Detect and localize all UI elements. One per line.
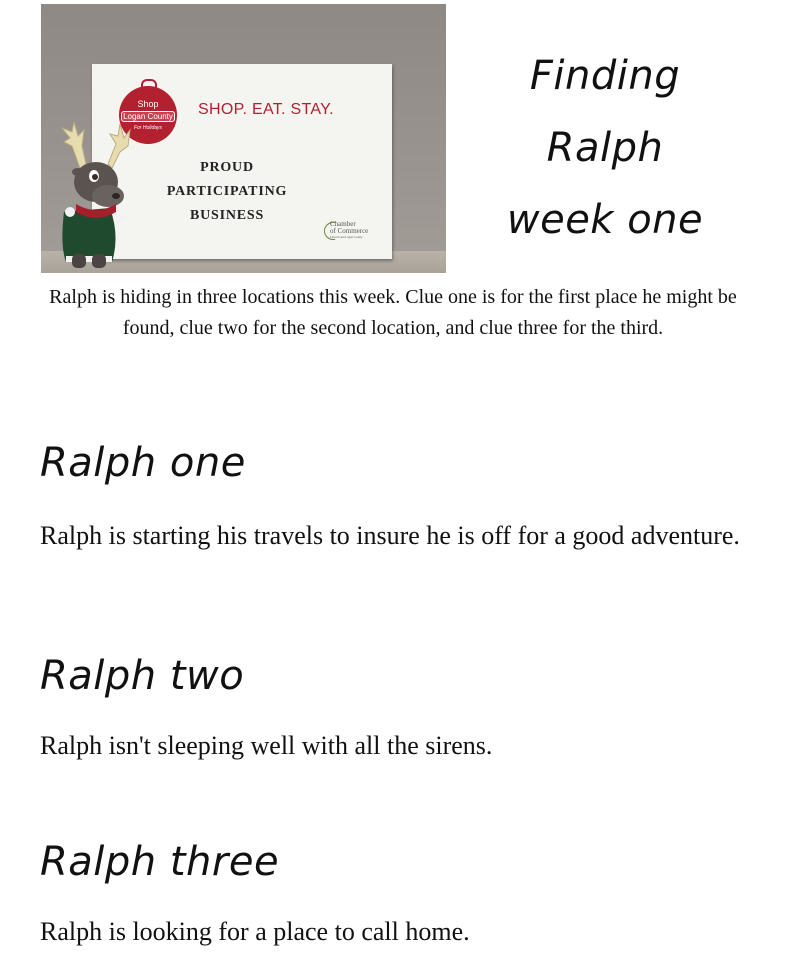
clue-heading-two: Ralph two — [40, 653, 245, 699]
sign-line: BUSINESS — [189, 208, 265, 223]
intro-paragraph: Ralph is hiding in three locations this week. Clue one is for the first place he might be found, clue two for the second location, and clue three for the third. — [49, 286, 737, 339]
chamber-of-commerce-logo — [324, 220, 380, 244]
sign-line: PROUD — [200, 160, 254, 175]
chamber-line: of Commerce — [330, 227, 369, 235]
sign-proud-participating-business — [152, 156, 302, 228]
clue-text-two: Ralph isn't sleeping well with all the sirens. — [40, 731, 493, 760]
title-line: week one — [506, 197, 704, 243]
title-line: Finding — [529, 53, 681, 99]
page-title — [480, 40, 730, 256]
photo-ralph-sign — [41, 4, 446, 273]
clue-text-one: Ralph is starting his travels to insure he is off for a good adventure. — [40, 521, 740, 550]
clue-heading-one: Ralph one — [40, 440, 246, 486]
chamber-line: Chamber — [330, 220, 356, 228]
clue-text-three: Ralph is looking for a place to call home. — [40, 917, 470, 946]
sign-line: PARTICIPATING — [166, 184, 288, 199]
title-line: Ralph — [546, 125, 664, 171]
chamber-small-line: Lincoln and Logan County — [330, 235, 363, 239]
ralph-moose-plush-image — [50, 116, 142, 272]
ornament-script-text: For Holidays — [133, 125, 163, 131]
ornament-county-text: Logan County — [121, 111, 175, 122]
ornament-shop-text: Shop — [137, 99, 159, 109]
sign-headline: SHOP. EAT. STAY. — [198, 101, 334, 118]
clue-heading-three: Ralph three — [40, 839, 280, 885]
